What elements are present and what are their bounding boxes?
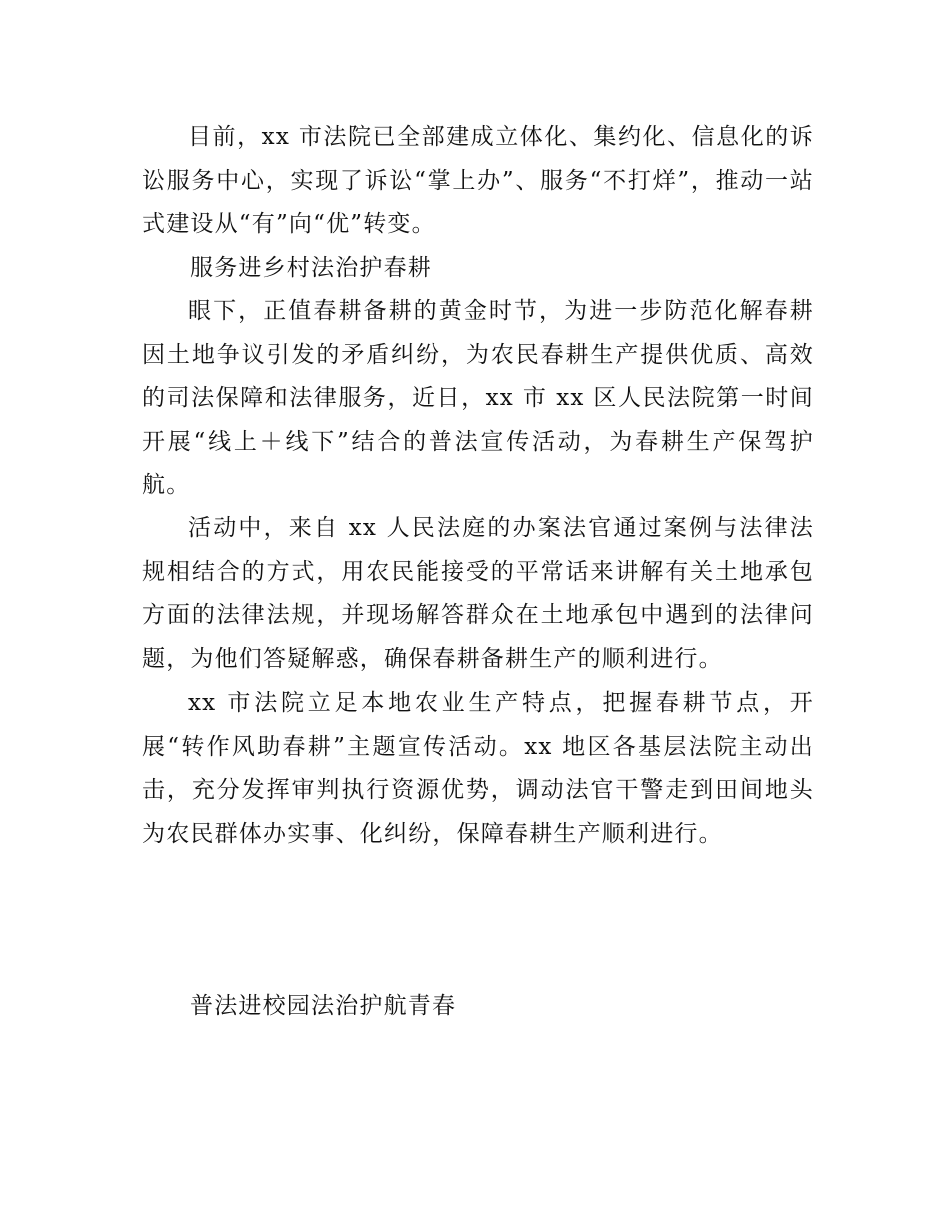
paragraph-city-court: xx 市法院立足本地农业生产特点，把握春耕节点，开展“转作风助春耕”主题宣传活动。xx 地区各基层法院主动出击，充分发挥审判执行资源优势，调动法官干警走到田间地头为农民群体办实事、化纠纷，保障春耕生产顺利进行。 <box>142 690 814 847</box>
section-heading-campus: 普法进校园法治护航青春 <box>190 993 457 1019</box>
section-heading-rural-service: 服务进乡村法治护春耕 <box>190 255 432 281</box>
paragraph-activity: 活动中，来自 xx 人民法庭的办案法官通过案例与法律法规相结合的方式，用农民能接受的平常话来讲解有关土地承包方面的法律法规，并现场解答群众在土地承包中遇到的法律问题，为他们答疑解惑，确保春耕备耕生产的顺利进行。 <box>142 515 814 672</box>
paragraph-service-center: 目前，xx 市法院已全部建成立体化、集约化、信息化的诉讼服务中心，实现了诉讼“掌上办”、服务“不打烊”，推动一站式建设从“有”向“优”转变。 <box>142 124 814 237</box>
paragraph-spring-plowing: 眼下，正值春耕备耕的黄金时节，为进一步防范化解春耕因土地争议引发的矛盾纠纷，为农民春耕生产提供优质、高效的司法保障和法律服务，近日，xx 市 xx 区人民法院第一时间开展“线上＋线下”结合的普法宣传活动，为春耕生产保驾护航。 <box>142 298 814 498</box>
